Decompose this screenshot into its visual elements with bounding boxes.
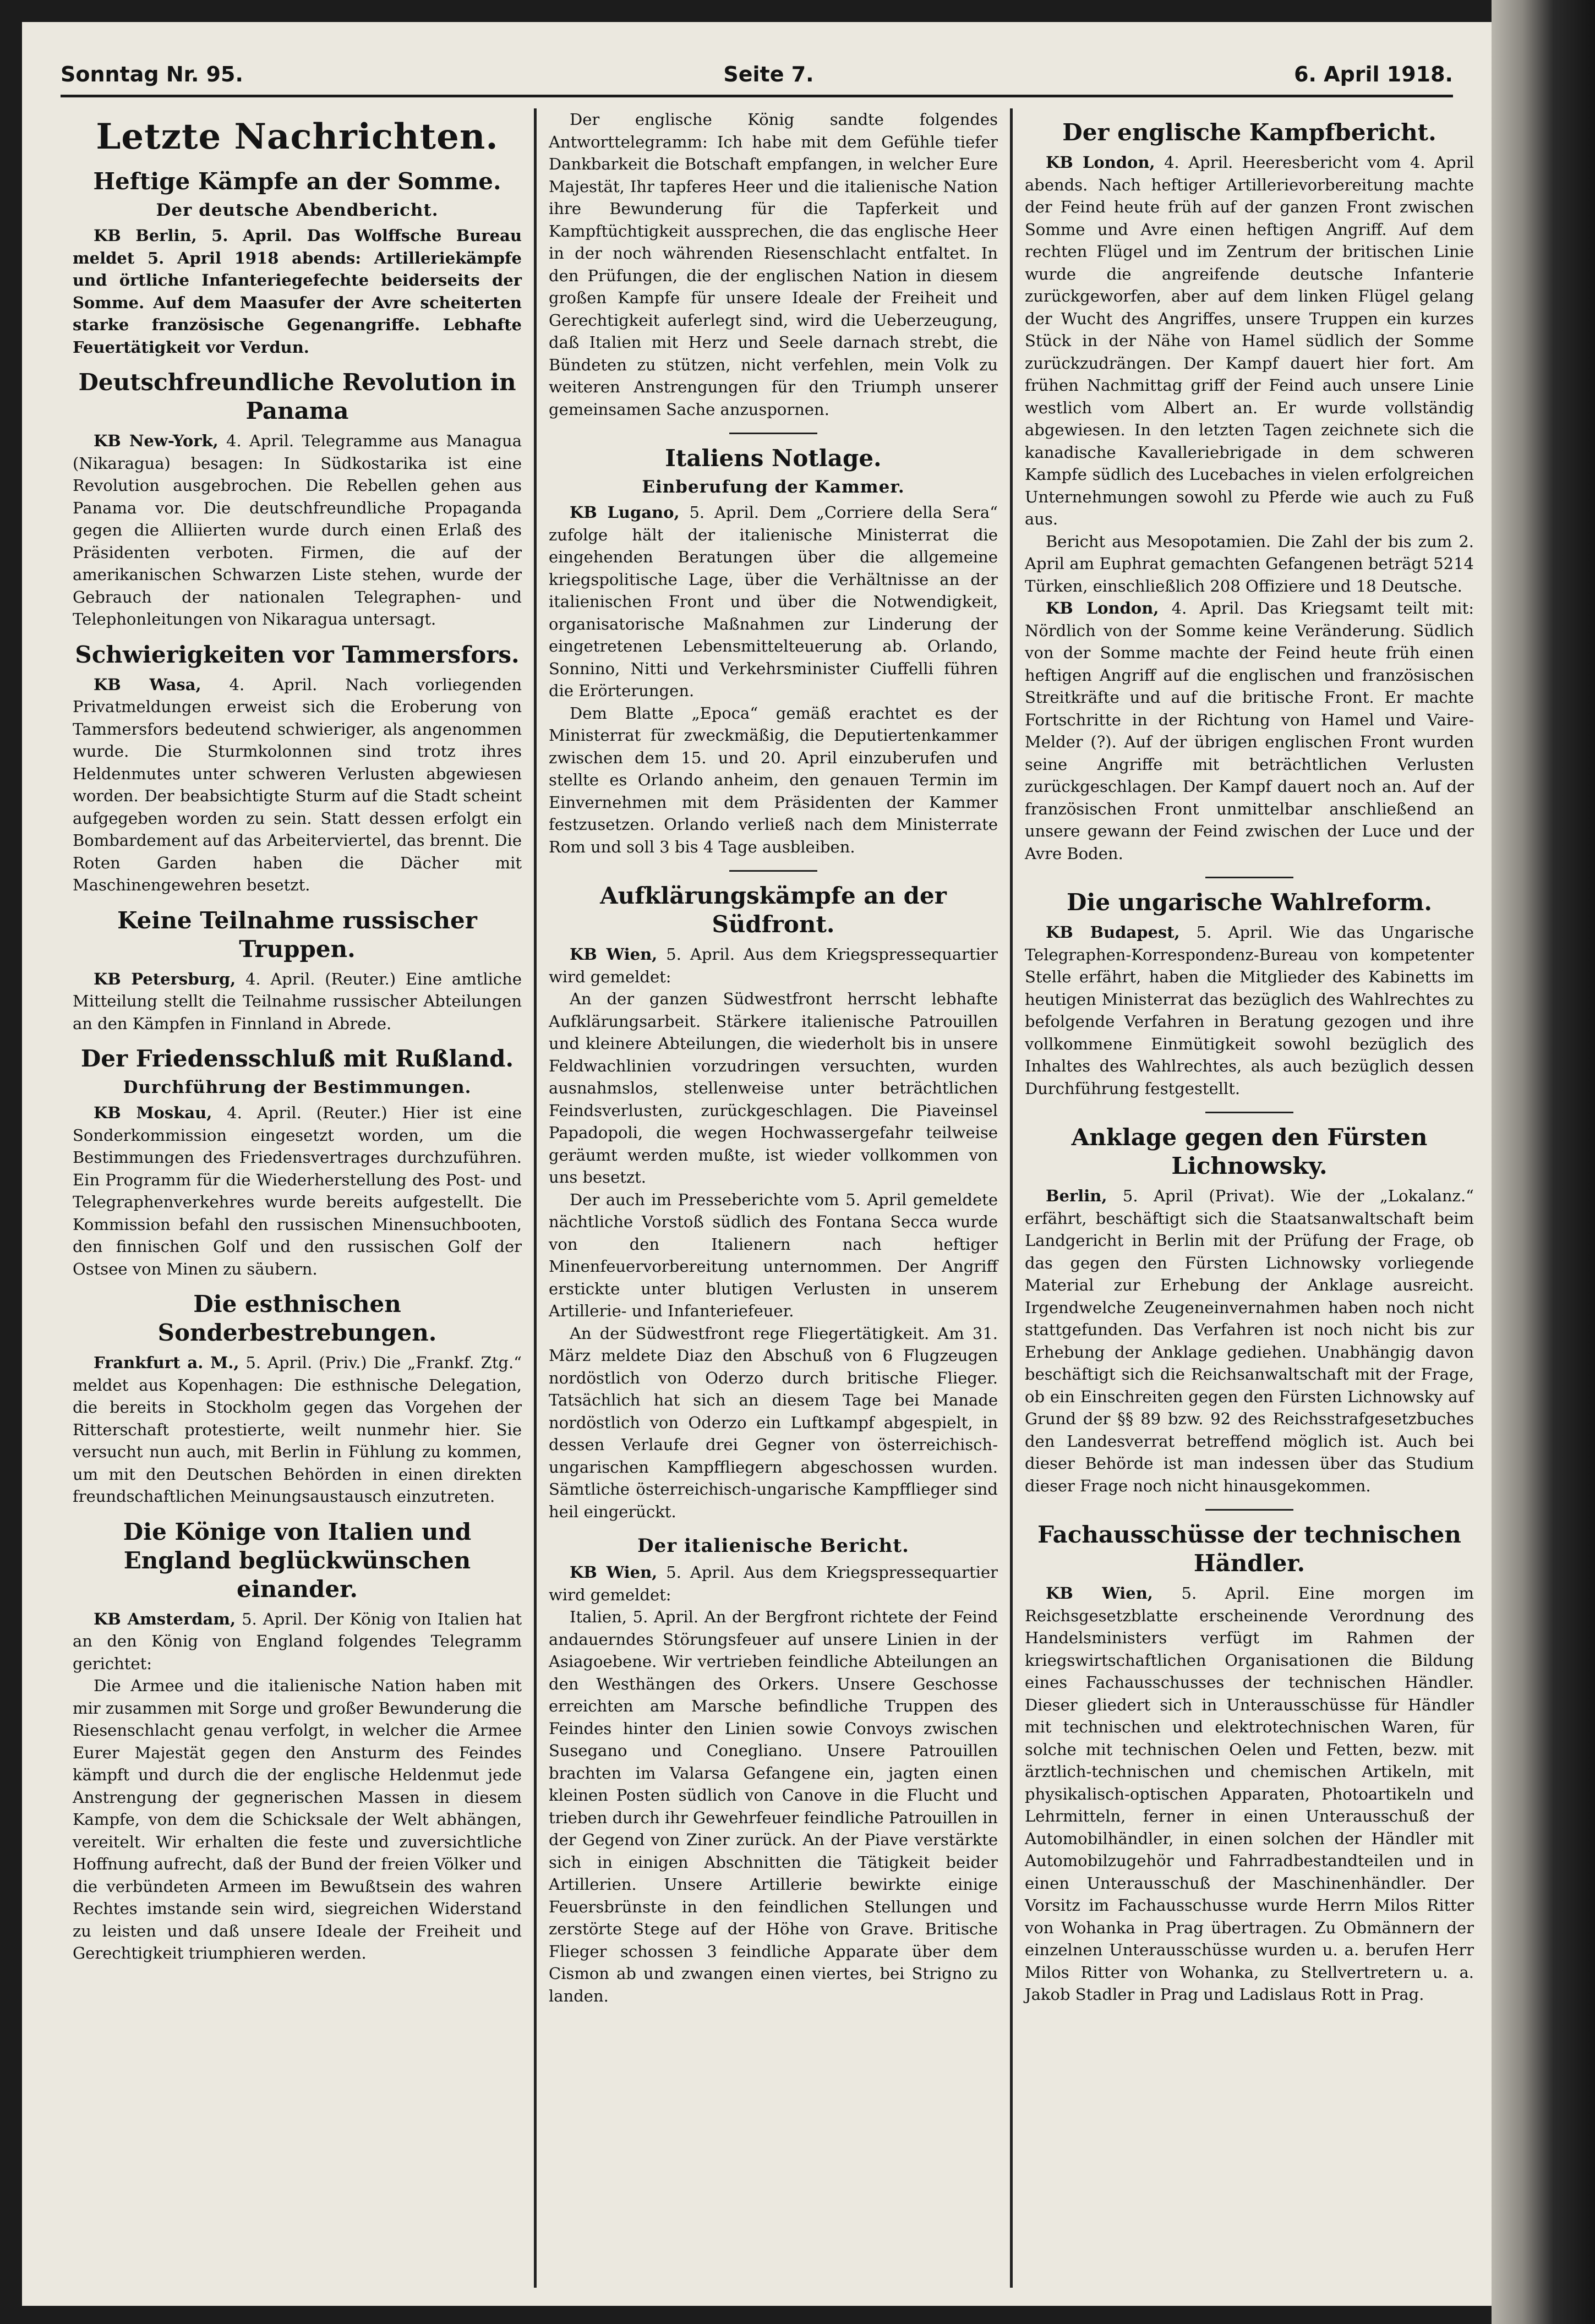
dateline: KB Wasa, bbox=[94, 675, 201, 694]
dateline: KB Wien, bbox=[1046, 1584, 1153, 1603]
subheadline: Durchführung der Bestimmungen. bbox=[123, 1078, 472, 1097]
separator bbox=[1205, 1112, 1293, 1113]
article-text: KB New-York, 4. April. Telegramme aus Managua (Nikaragua) besagen: In Südkostarika ist eine Revolution ausgebrochen. Die Rebellen gehen aus Panama vor. Die deutschfreundliche Propaganda gegen die Alliierten wurde durch einen Erlaß des Präsidenten verboten. Firmen, die auf der amerikanischen Schwarzen Liste stehen, wurde der Gebrauch der nationalen Telegraphen- und Telephonleitungen von Nikaragua untersagt. bbox=[73, 431, 522, 628]
column-3 bbox=[1013, 108, 1486, 2288]
dateline: Berlin, bbox=[1046, 1186, 1107, 1205]
separator bbox=[1205, 877, 1293, 878]
headline: Die Könige von Italien und England beglückwünschen einander. bbox=[123, 1518, 472, 1603]
subheadline: Der italienische Bericht. bbox=[637, 1535, 909, 1557]
article bbox=[73, 225, 522, 358]
article-text: KB London, 4. April. Heeresbericht vom 4. April abends. Nach heftiger Artillerievorbereitung machte der Feind heute früh auf der ganzen Front zwischen Somme und Avre einen heftigen Angriff. Auf dem rechten Flügel und im Zentrum der britischen Linie wurde die angreifende deutsche Infanterie zurückgeworfen, aber auf dem linken Flügel gelang der Wucht des Angriffes, unsere Truppen ein kurzes Stück in der Nähe von Hamel südlich der Somme zurückzudrängen. Der Kampf dauert hier fort. Am frühen Nachmittag griff der Feind auch unsere Linie westlich vom Albert an. Er wurde vollständig abgewiesen. In den letzten Tagen zeichnete sich die kanadische Kavalleriebrigade in dem schweren Kampfe südlich des Lucebaches in vielen erfolgreichen Unternehmungen sowohl zu Pferde wie auch zu Fuß aus. bbox=[1025, 153, 1474, 528]
article-text: KB Budapest, 5. April. Wie das Ungarische Telegraphen-Korrespondenz-Bureau von kompetenter Stelle erfährt, haben die Mitglieder des Kabinetts im heutigen Ministerrat das bezüglich des Wahlrechtes zu befolgende Verfahren in Beratung gezogen und ihre vollkommene Einmütigkeit sowohl bezüglich des Inhaltes des Wahlrechtes, als auch bezüglich dessen Durchführung festgestellt. bbox=[1025, 923, 1474, 1098]
article-text: KB Wasa, 4. April. Nach vorliegenden Privatmeldungen erweist sich die Eroberung von Tammersfors bedeutend schwieriger, als angenommen wurde. Die Sturmkolonnen sind trotz ihres Heldenmutes unter schweren Verlusten abgewiesen worden. Der beabsichtigte Sturm auf die Stadt scheint aufgegeben worden zu sein. Statt dessen erfolgt ein Bombardement auf das Arbeiterviertel, das brennt. Die Roten Garden haben die Dächer mit Maschinengewehren besetzt. bbox=[73, 675, 522, 894]
headline: Deutschfreundliche Revolution in Panama bbox=[78, 369, 516, 424]
dateline: KB London, bbox=[1046, 153, 1155, 172]
dateline: KB Amsterdam, bbox=[94, 1609, 236, 1628]
scan-edge bbox=[1492, 0, 1595, 2324]
section-title: Letzte Nachrichten. bbox=[96, 116, 499, 157]
column-2 bbox=[537, 108, 1010, 2288]
dateline: KB Wien, bbox=[570, 1563, 658, 1582]
newspaper-page bbox=[22, 22, 1492, 2306]
dateline: KB New-York, bbox=[94, 431, 219, 450]
dateline: KB Lugano, bbox=[570, 503, 680, 522]
issue-date: 6. April 1918. bbox=[1294, 62, 1453, 86]
dateline: KB Budapest, bbox=[1046, 923, 1180, 942]
article-text: KB Berlin, 5. April. Das Wolffsche Bureau meldet 5. April 1918 abends: Artilleriekämpfe und örtliche Infanteriegefechte beiderseits der Somme. Auf dem Maasufer der Avre scheiterten starke französische Gegenangriffe. Lebhafte Feuertätigkeit vor Verdun. bbox=[73, 226, 522, 357]
headline: Heftige Kämpfe an der Somme. bbox=[93, 168, 501, 195]
article-text: Dem Blatte „Epoca“ gemäß erachtet es der Ministerrat für zweckmäßig, die Deputiertenkammer zwischen dem 15. und 20. April einzuberufen und stellte es Orlando anheim, den genauen Termin im Einvernehmen mit dem Präsidenten der Kammer festzusetzen. Orlando verließ nach dem Ministerrate Rom und soll 3 bis 4 Tage ausbleiben. bbox=[549, 703, 998, 856]
dateline: KB Petersburg, bbox=[94, 969, 236, 988]
headline: Italiens Notlage. bbox=[665, 445, 882, 472]
headline: Schwierigkeiten vor Tammersfors. bbox=[75, 641, 520, 668]
dateline: KB Moskau, bbox=[94, 1103, 212, 1122]
headline: Die ungarische Wahlreform. bbox=[1067, 889, 1432, 916]
article-text: KB London, 4. April. Das Kriegsamt teilt mit: Nördlich von der Somme keine Veränderung. Südlich von der Somme machte der Feind heute früh einen heftigen Angriff auf die englischen und französischen Streitkräfte und auf die britische Front. Er machte Fortschritte in der Richtung von Hamel und Vaire-Melder (?). Auf der übrigen englischen Front wurden seine Angriffe mit beträchtlichen Verlusten zurückgeschlagen. Der Kampf dauert noch an. Auf der französischen Front unmittelbar anschließend an unsere gewann der Feind zwischen der Luce und der Avre Boden. bbox=[1025, 599, 1474, 863]
separator bbox=[729, 433, 817, 434]
article-text: Der auch im Presseberichte vom 5. April gemeldete nächtliche Vorstoß südlich des Fontana Secca wurde von den Italienern nach heftiger Minenfeuervorbereitung unternommen. Der Angriff erstickte unter blutigen Verlusten in unserem Artillerie- und Infanteriefeuer. bbox=[549, 1190, 998, 1320]
headline: Der englische Kampfbericht. bbox=[1062, 119, 1436, 146]
article-text: Der englische König sandte folgendes Antworttelegramm: Ich habe mit dem Gefühle tiefer Dankbarkeit die Botschaft empfangen, in welcher Eure Majestät, Ihr tapferes Heer und die italienische Nation ihre Bewunderung für die Tapferkeit und Kampftüchtigkeit aussprechen, die das englische Heer in der noch währenden Riesenschlacht entfaltet. In den Prüfungen, die der englischen Nation in diesem großen Kampfe für unsere Ideale der Freiheit und Gerechtigkeit auferlegt sind, wird die Ueberzeugung, daß Italien mit Herz und Seele darnach strebt, die Bündeten zu stützen, nicht verfehlen, mein Volk zu weiteren Anstrengungen für den Triumph unserer gemeinsamen Sache anzuspornen. bbox=[549, 110, 998, 419]
article-text: KB Wien, 5. April. Aus dem Kriegspressequartier wird gemeldet: bbox=[549, 1563, 998, 1604]
article-text: KB Wien, 5. April. Aus dem Kriegspressequartier wird gemeldet: bbox=[549, 945, 998, 986]
issue-number: Sonntag Nr. 95. bbox=[61, 62, 243, 86]
article-text: Frankfurt a. M., 5. April. (Priv.) Die „Frankf. Ztg.“ meldet aus Kopenhagen: Die esthnische Delegation, die bereits in Stockholm gegen das Vorgehen der Ritterschaft protestierte, weilt nunmehr hier. Sie versucht nun auch, mit Berlin in Fühlung zu kommen, um mit den Deutschen Behörden in einen direkten freundschaftlichen Meinungsaustausch einzutreten. bbox=[73, 1353, 522, 1506]
article-text: An der ganzen Südwestfront herrscht lebhafte Aufklärungsarbeit. Stärkere italienische Patrouillen und kleinere Abteilungen, die wiederholt bis in unsere Feldwachlinien vorzudringen versuchten, wurden ausnahmslos, stellenweise unter beträchtlichen Feindsverlusten, zurückgeschlagen. Die Piaveinsel Papadopoli, die wegen Hochwassergefahr teilweise geräumt werden mußte, ist wieder vollkommen von uns besetzt. bbox=[549, 989, 998, 1186]
dateline: KB Berlin, 5. April. bbox=[94, 226, 293, 245]
headline: Die esthnischen Sonderbestrebungen. bbox=[157, 1290, 437, 1346]
article-text: KB Wien, 5. April. Eine morgen im Reichsgesetzblatte erscheinende Verordnung des Handelsministers verfügt im Rahmen der kriegswirtschaftlichen Organisationen die Bildung eines Fachausschusses der technischen Händler. Dieser gliedert sich in Unterausschüsse für Händler mit technischen und elektrotechnischen Waren, für solche mit technischen Oelen und Fetten, bezw. mit ärztlich-technischen und chemischen Artikeln, mit physikalisch-optischen Apparaten, Photoartikeln und Lehrmitteln, ferner in einen Unterausschuß der Automobilhändler, in einen solchen der Händler mit Automobilzugehör und Fahrradbestandteilen und in einen Unterausschuß der Maschinenhändler. Der Vorsitz im Fachausschusse wurde Herrn Milos Ritter von Wohanka in Prag übertragen. Zu Obmännern der einzelnen Unterausschüsse wurden u. a. berufen Herr Milos Ritter von Wohanka, zu Stellvertretern u. a. Jakob Stadler in Prag und Ladislaus Rott in Prag. bbox=[1025, 1584, 1474, 2004]
dateline: KB Wien, bbox=[570, 945, 658, 964]
article-text: KB Petersburg, 4. April. (Reuter.) Eine amtliche Mitteilung stellt die Teilnahme russischer Abteilungen an den Kämpfen in Finnland in Abrede. bbox=[73, 969, 522, 1033]
headline: Fachausschüsse der technischen Händler. bbox=[1037, 1521, 1461, 1577]
headline: Der Friedensschluß mit Rußland. bbox=[80, 1045, 514, 1072]
dateline: Frankfurt a. M., bbox=[94, 1353, 239, 1372]
article-text: Berlin, 5. April (Privat). Wie der „Lokalanz.“ erfährt, beschäftigt sich die Staatsanwaltschaft beim Landgericht in Berlin mit der Prüfung der Frage, ob das gegen den Fürsten Lichnowsky vorliegende Material zur Erhebung der Anklage ausreicht. Irgendwelche Zeugeneinvernahmen haben noch nicht stattgefunden. Das Verfahren ist noch nicht bis zur Erhebung der Anklage gediehen. Unabhängig davon beschäftigt sich die Reichsanwaltschaft mit der Frage, ob ein Einschreiten gegen den Fürsten Lichnowsky auf Grund der §§ 89 bzw. 92 des Reichsstrafgesetzbuches den Landesverrat betreffend möglich ist. Auch bei dieser Behörde ist man indessen über das Studium dieser Frage noch nicht hinausgekommen. bbox=[1025, 1186, 1474, 1495]
page-number: Seite 7. bbox=[723, 62, 814, 86]
dateline: KB London, bbox=[1046, 599, 1159, 617]
separator bbox=[1205, 1509, 1293, 1511]
page-header bbox=[61, 61, 1453, 97]
article-text: KB Moskau, 4. April. (Reuter.) Hier ist eine Sonderkommission eingesetzt worden, um die Bestimmungen des Friedensvertrages durchzuführen. Ein Programm für die Wiederherstellung des Post- und Telegraphenverkehres wurde bereits aufgestellt. Die Kommission befahl den russischen Minensuchbooten, den finnischen Golf und den russischen Golf der Ostsee von Minen zu säubern. bbox=[73, 1103, 522, 1278]
article-text: An der Südwestfront rege Fliegertätigkeit. Am 31. März meldete Diaz den Abschuß von 6 Flugzeugen nordöstlich von Oderzo durch britische Flieger. Tatsächlich hat sich an diesem Tage bei Manade nordöstlich von Oderzo ein Luftkampf abgespielt, in dessen Verlaufe drei Gegner von österreichisch-ungarischen Kampffliegern abgeschossen wurden. Sämtliche österreichisch-ungarische Kampfflieger sind heil eingerückt. bbox=[549, 1324, 998, 1521]
headline: Keine Teilnahme russischer Truppen. bbox=[117, 906, 477, 963]
article-text: Italien, 5. April. An der Bergfront richtete der Feind andauerndes Störungsfeuer auf unsere Linien in der Asiagoebene. Wir vertrieben feindliche Abteilungen an den Westhängen des Orkers. Unsere Geschosse erreichten am Marsche befindliche Truppen des Feindes hinter den Linien sowie Convoys zwischen Susegano und Conegliano. Unsere Patrouillen brachten im Valarsa Gefangene ein, jagten einen kleinen Posten südlich von Canove in die Flucht und trieben durch ihr Gewehrfeuer feindliche Patrouillen in der Gegend von Ziner zurück. An der Piave verstärkte sich in einigen Abschnitten die Tätigkeit beider Artillerien. Unsere Artillerie bewirkte einige Feuersbrünste in den feindlichen Stellungen und zerstörte Stege auf der Höhe von Grave. Britische Flieger schossen 3 feindliche Apparate über dem Cismon ab und zwangen einen viertes, bei Strigno zu landen. bbox=[549, 1607, 998, 2005]
headline: Aufklärungskämpfe an der Südfront. bbox=[600, 882, 947, 938]
article-text: KB Amsterdam, 5. April. Der König von Italien hat an den König von England folgendes Telegramm gerichtet: bbox=[73, 1609, 522, 1673]
separator bbox=[729, 870, 817, 872]
column-1 bbox=[61, 108, 534, 2288]
subheadline: Einberufung der Kammer. bbox=[642, 477, 905, 497]
article-text: Bericht aus Mesopotamien. Die Zahl der bis zum 2. April am Euphrat gemachten Gefangenen beträgt 5214 Türken, einschließlich 208 Offiziere und 18 Deutsche. bbox=[1025, 532, 1474, 595]
article-text: KB Lugano, 5. April. Dem „Corriere della Sera“ zufolge hält der italienische Ministerrat die eingehenden Beratungen über die allgemeine kriegspolitische Lage, über die Verhältnisse an der italienischen Front und über die Notwendigkeit, organisatorische Maßnahmen zur Linderung der eingetretenen Lebensmittelteuerung ab. Orlando, Sonnino, Nitti und Verkehrsminister Ciuffelli führen die Erörterungen. bbox=[549, 503, 998, 700]
subheadline: Der deutsche Abendbericht. bbox=[156, 200, 439, 220]
article-text: Die Armee und die italienische Nation haben mit mir zusammen mit Sorge und großer Bewunderung die Riesenschlacht genau verfolgt, in welcher die Armee Eurer Majestät gegen den Ansturm des Feindes kämpft und durch die der englische Heldenmut jede Anstrengung der gegnerischen Massen in diesem Kampfe, von dem die Schicksale der Welt abhängen, vereitelt. Wir erhalten die feste und zuversichtliche Hoffnung aufrecht, daß der Bund der freien Völker und die verbündeten Armeen im Bewußtsein des wahren Rechtes imstande sein wird, siegreichen Widerstand zu leisten und daß unsere Ideale der Freiheit und Gerechtigkeit triumphieren werden. bbox=[73, 1676, 522, 1962]
columns bbox=[61, 108, 1474, 2288]
headline: Anklage gegen den Fürsten Lichnowsky. bbox=[1071, 1124, 1428, 1179]
